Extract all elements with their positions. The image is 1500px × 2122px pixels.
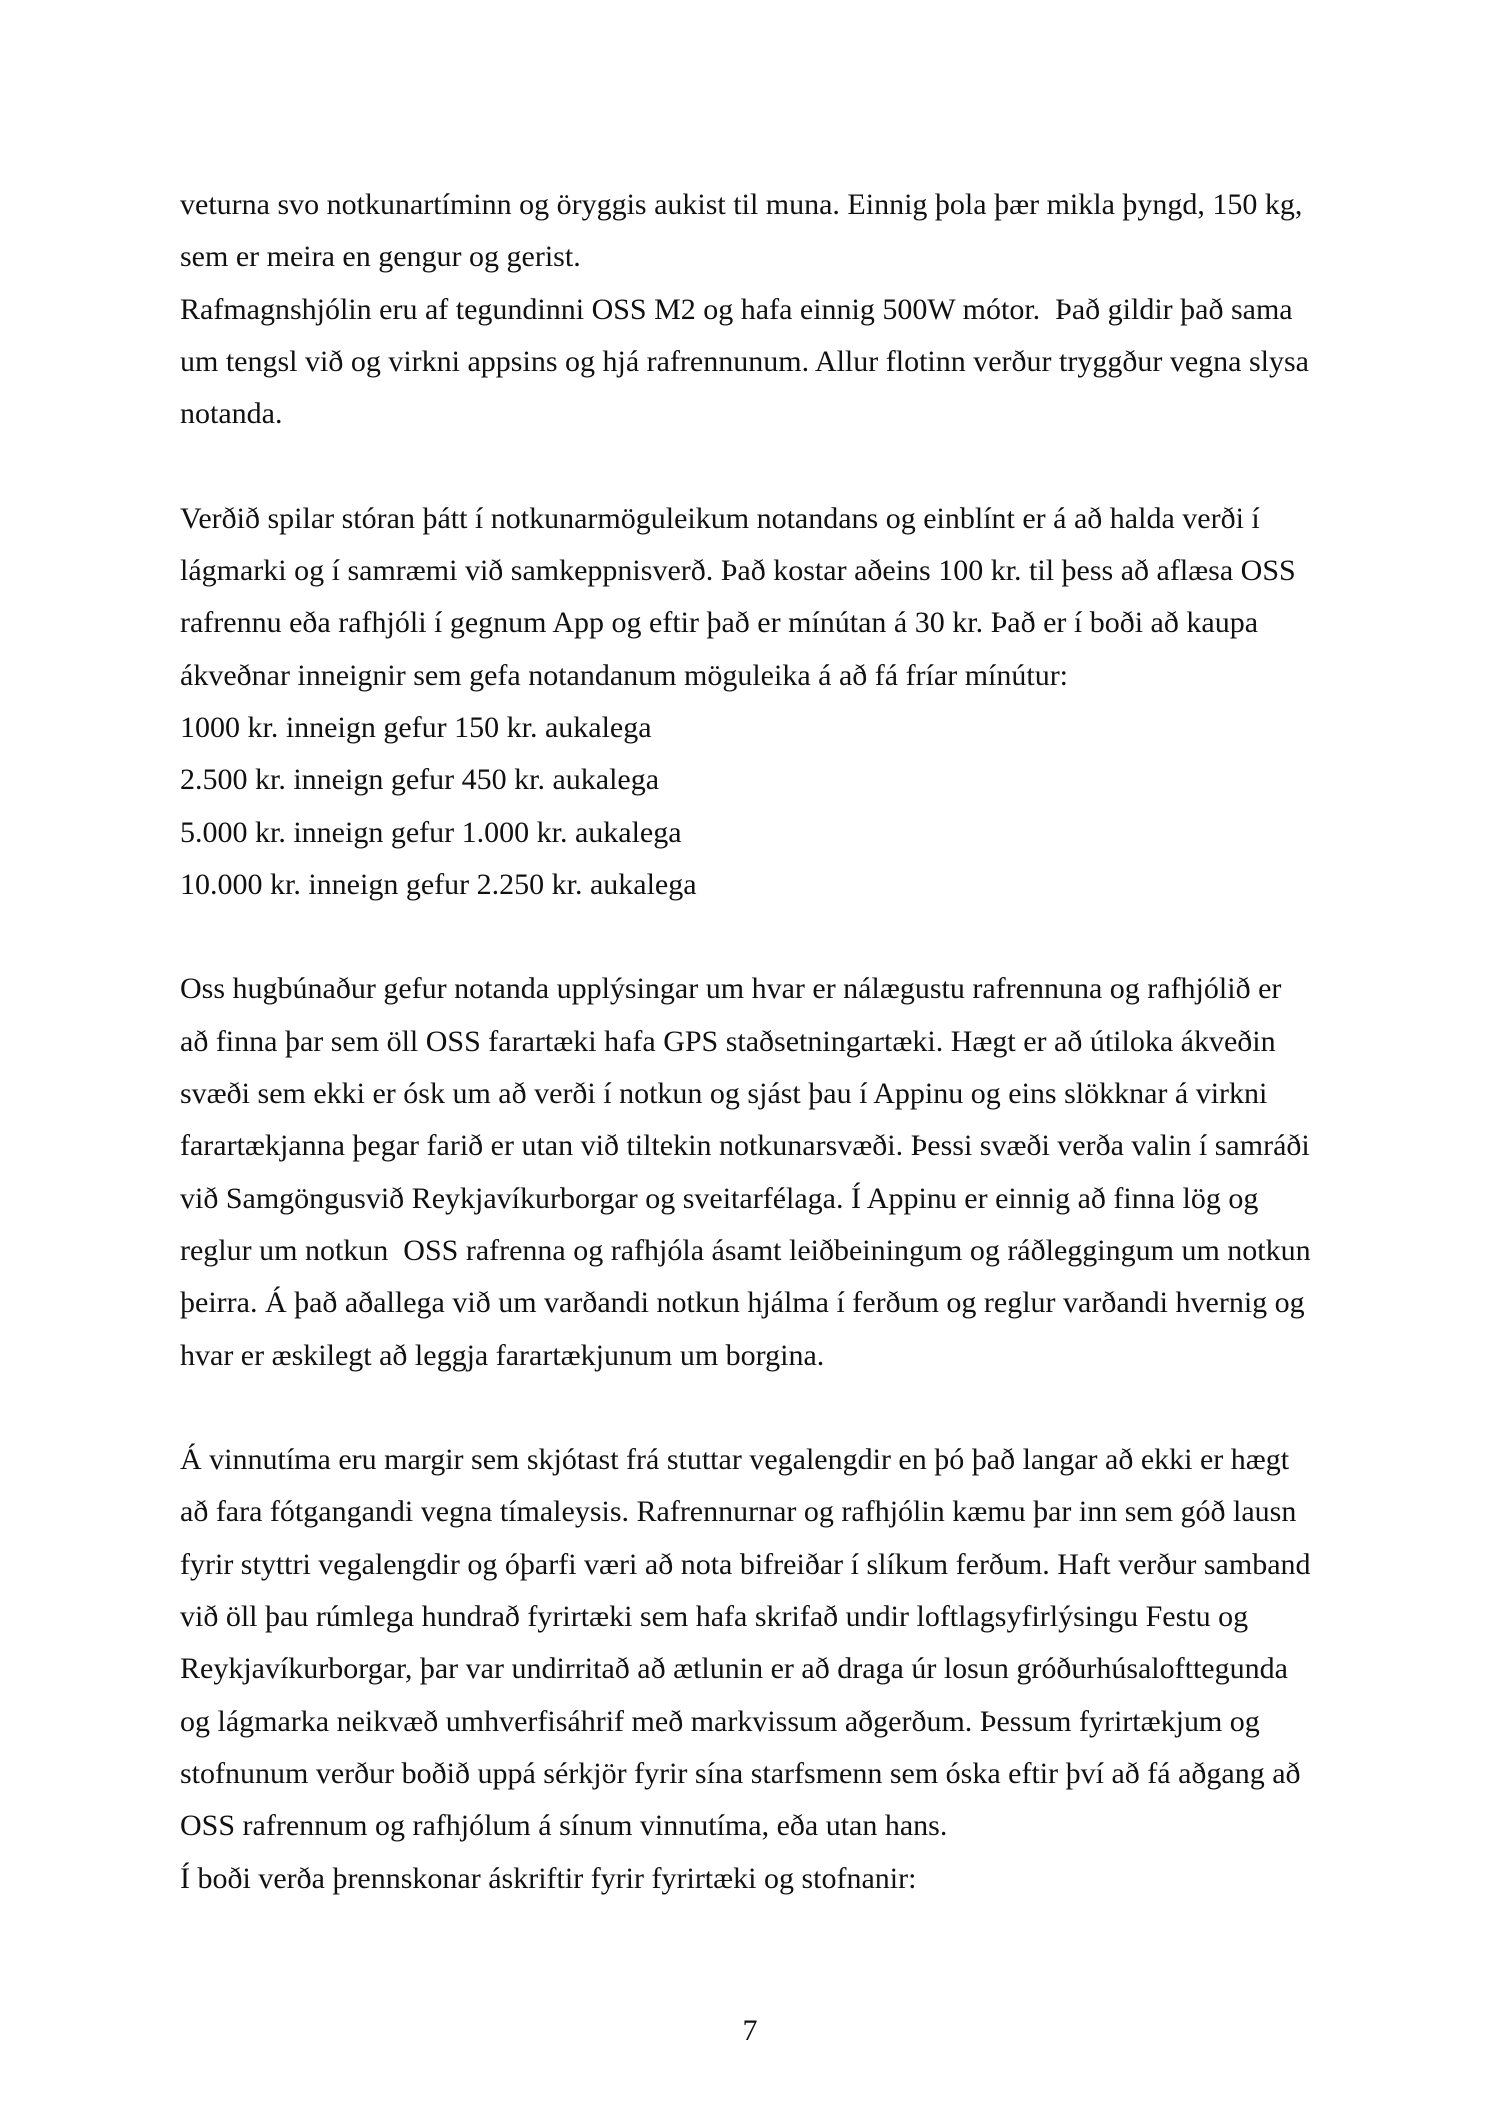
text-line: þeirra. Á það aðallega við um varðandi notkun hjálma í ferðum og reglur varðandi hvernig og [180,1286,1305,1320]
paragraph-spacer [180,911,1360,963]
text-line: hvar er æskilegt að leggja farartækjunum um borgina. [180,1338,825,1372]
text-line: OSS rafrennum og rafhjólum á sínum vinnutíma, eða utan hans. [180,1809,948,1843]
paragraph [180,963,1360,1381]
text-line: Oss hugbúnaður gefur notanda upplýsingar um hvar er nálægustu rafrennuna og rafhjólið er [180,972,1282,1006]
text-line: við öll þau rúmlega hundrað fyrirtæki sem hafa skrifað undir loftlagsyfirlýsingu Festu og [180,1600,1249,1634]
text-line: og lágmarka neikvæð umhverfisáhrif með markvissum aðgerðum. Þessum fyrirtækjum og [180,1704,1260,1738]
text-line: sem er meira en gengur og gerist. [180,240,581,274]
text-line: að finna þar sem öll OSS farartæki hafa GPS staðsetningartæki. Hægt er að útiloka ákveðin [180,1024,1276,1058]
text-line: fyrir styttri vegalengdir og óþarfi væri að nota bifreiðar í slíkum ferðum. Haft verður samband [180,1547,1311,1581]
paragraph [180,179,1360,440]
text-line: veturna svo notkunartíminn og öryggis aukist til muna. Einnig þola þær mikla þyngd, 150 kg, [180,188,1303,221]
price-tier-line: 5.000 kr. inneign gefur 1.000 kr. aukalega [180,815,682,849]
text-line: lágmarki og í samræmi við samkeppnisverð. Það kostar aðeins 100 kr. til þess að aflæsa OSS [180,554,1296,588]
text-line: notanda. [180,397,283,431]
text-line: við Samgöngusvið Reykjavíkurborgar og sveitarfélaga. Í Appinu er einnig að finna lög og [180,1181,1259,1215]
price-tier-line: 1000 kr. inneign gefur 150 kr. aukalega [180,710,652,744]
paragraph [180,493,1360,911]
text-line: Rafmagnshjólin eru af tegundinni OSS M2 og hafa einnig 500W mótor. Það gildir það sama [180,292,1293,326]
text-line: rafrennu eða rafhjóli í gegnum App og eftir það er mínútan á 30 kr. Það er í boði að kaupa [180,606,1259,640]
text-line: Verðið spilar stóran þátt í notkunarmöguleikum notandans og einblínt er á að halda verði í [180,501,1260,535]
paragraph [180,1434,1360,1905]
text-line: svæði sem ekki er ósk um að verði í notkun og sjást þau í Appinu og eins slökknar á virkni [180,1077,1268,1111]
text-line: ákveðnar inneignir sem gefa notandanum möguleika á að fá fríar mínútur: [180,658,1069,692]
text-line: um tengsl við og virkni appsins og hjá rafrennunum. Allur flotinn verður tryggður vegna slysa [180,344,1309,378]
body-text [180,179,1360,1905]
price-tier-line: 2.500 kr. inneign gefur 450 kr. aukalega [180,763,660,797]
text-line: farartækjanna þegar farið er utan við tiltekin notkunarsvæði. Þessi svæði verða valin í samráði [180,1129,1310,1163]
text-line: reglur um notkun OSS rafrenna og rafhjóla ásamt leiðbeiningum og ráðleggingum um notkun [180,1233,1311,1267]
paragraph-spacer [180,1382,1360,1434]
text-line: Á vinnutíma eru margir sem skjótast frá stuttar vegalengdir en þó það langar að ekki er hægt [180,1443,1290,1477]
text-line: Reykjavíkurborgar, þar var undirritað að ætlunin er að draga úr losun gróðurhúsalofttegunda [180,1652,1288,1686]
page-number: 7 [742,2014,758,2047]
paragraph-spacer [180,440,1360,492]
price-tier-line: 10.000 kr. inneign gefur 2.250 kr. aukalega [180,867,697,901]
text-line: Í boði verða þrennskonar áskriftir fyrir fyrirtæki og stofnanir: [180,1861,917,1895]
text-line: stofnunum verður boðið uppá sérkjör fyrir sína starfsmenn sem óska eftir því að fá aðgang að [180,1756,1301,1790]
text-line: að fara fótgangandi vegna tímaleysis. Rafrennurnar og rafhjólin kæmu þar inn sem góð lausn [180,1495,1297,1529]
